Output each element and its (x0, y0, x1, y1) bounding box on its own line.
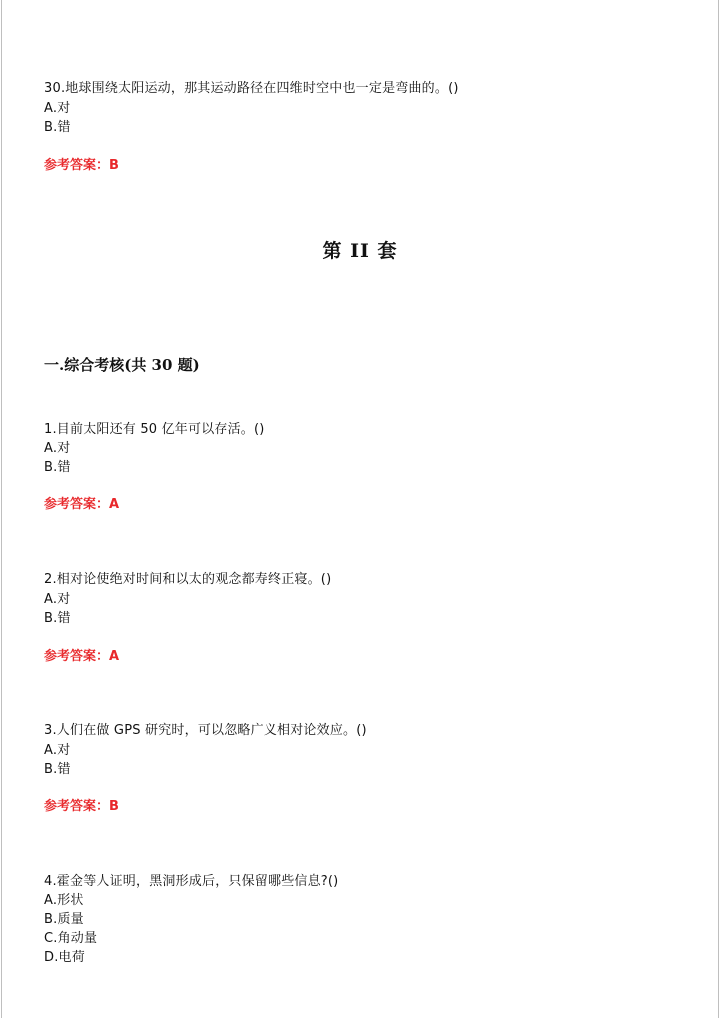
option-a: A.对 (44, 441, 71, 456)
reference-answer: 参考答案：A (44, 497, 120, 512)
reference-answer: 参考答案：B (44, 158, 119, 173)
reference-answer: 参考答案：A (44, 649, 120, 664)
option-d: D.电荷 (44, 950, 85, 965)
section-title: 一.综合考核(共 30 题) (44, 356, 200, 374)
option-a: A.对 (44, 101, 71, 116)
question-stem: 2.相对论使绝对时间和以太的观念都寿终正寝。() (44, 572, 332, 587)
question-stem: 1.目前太阳还有 50 亿年可以存活。() (44, 422, 265, 437)
question-stem: 30.地球围绕太阳运动，那其运动路径在四维时空中也一定是弯曲的。() (44, 81, 459, 96)
option-a: A.形状 (44, 893, 84, 908)
question-stem: 4.霍金等人证明，黑洞形成后，只保留哪些信息?() (44, 874, 339, 889)
option-a: A.对 (44, 592, 71, 607)
option-b: B.质量 (44, 912, 84, 927)
reference-answer: 参考答案：B (44, 799, 119, 814)
option-b: B.错 (44, 762, 71, 777)
set-title: 第 II 套 (322, 240, 398, 262)
option-c: C.角动量 (44, 931, 98, 946)
question-stem: 3.人们在做 GPS 研究时，可以忽略广义相对论效应。() (44, 723, 367, 738)
option-b: B.错 (44, 460, 71, 475)
page-right-border (718, 0, 719, 1018)
option-b: B.错 (44, 120, 71, 135)
option-b: B.错 (44, 611, 71, 626)
page-left-border (1, 0, 2, 1018)
option-a: A.对 (44, 743, 71, 758)
